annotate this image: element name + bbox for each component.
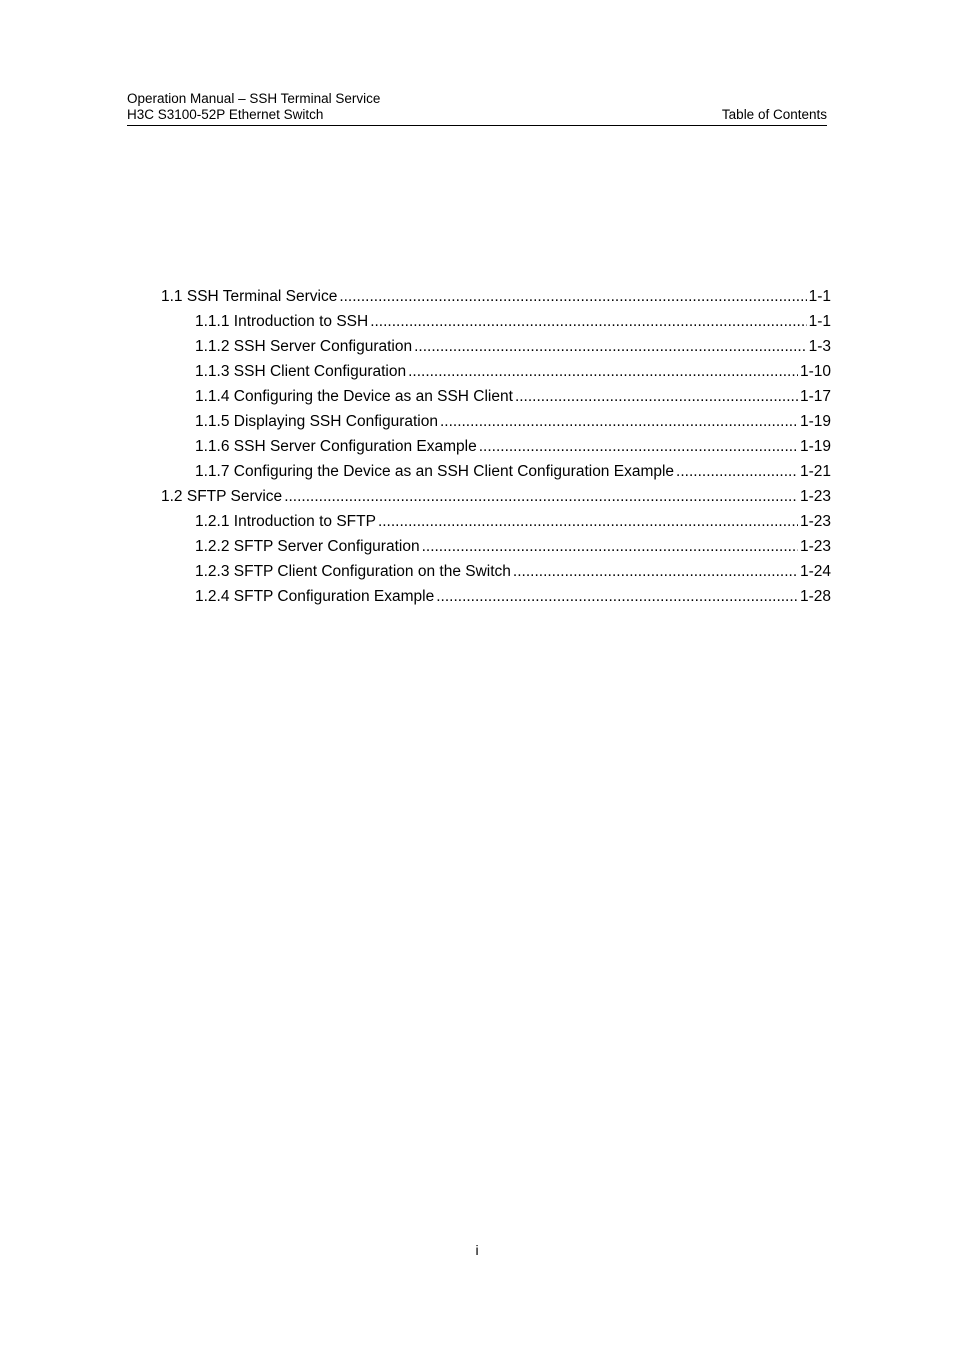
header-document-info [127, 91, 380, 123]
toc-dot-leader [370, 311, 806, 332]
toc-entry-title: 1.1 SSH Terminal Service [161, 288, 338, 305]
toc-entry-page: 1-1 [808, 313, 831, 330]
toc-entry-title: 1.1.6 SSH Server Configuration Example [195, 438, 477, 455]
toc-entry-page: 1-3 [808, 338, 831, 355]
header-product-name: H3C S3100-52P Ethernet Switch [127, 107, 324, 122]
toc-entry-title: 1.1.5 Displaying SSH Configuration [195, 413, 438, 430]
toc-entry-page: 1-19 [799, 438, 831, 455]
toc-entry-page: 1-17 [799, 388, 831, 405]
toc-entry-page: 1-19 [799, 413, 831, 430]
toc-dot-leader [378, 511, 798, 532]
toc-entry-page: 1-23 [799, 488, 831, 505]
header-section-name: Table of Contents [721, 107, 827, 122]
toc-entry[interactable] [161, 411, 831, 436]
toc-entry[interactable] [161, 461, 831, 486]
toc-dot-leader [436, 586, 798, 607]
toc-entry-title: 1.2 SFTP Service [161, 488, 283, 505]
toc-entry[interactable] [161, 336, 831, 361]
toc-entry-title: 1.1.3 SSH Client Configuration [195, 363, 407, 380]
toc-entry-title: 1.1.7 Configuring the Device as an SSH Client Configuration Example [195, 463, 675, 480]
toc-dot-leader [515, 386, 798, 407]
toc-entry[interactable] [161, 586, 831, 611]
page-header [127, 91, 827, 126]
toc-entry[interactable] [161, 386, 831, 411]
table-of-contents [161, 286, 831, 611]
toc-entry-page: 1-21 [799, 463, 831, 480]
toc-entry[interactable] [161, 511, 831, 536]
toc-entry-page: 1-24 [799, 563, 831, 580]
toc-dot-leader [513, 561, 798, 582]
toc-dot-leader [479, 436, 798, 457]
toc-entry[interactable] [161, 486, 831, 511]
toc-entry[interactable] [161, 436, 831, 461]
toc-dot-leader [676, 461, 798, 482]
toc-entry-page: 1-23 [799, 538, 831, 555]
toc-entry[interactable] [161, 561, 831, 586]
page-number: i [475, 1242, 479, 1258]
toc-entry-page: 1-10 [799, 363, 831, 380]
toc-entry[interactable] [161, 361, 831, 386]
toc-dot-leader [408, 361, 798, 382]
toc-dot-leader [414, 336, 806, 357]
header-manual-title: Operation Manual – SSH Terminal Service [127, 91, 381, 106]
toc-entry-title: 1.1.1 Introduction to SSH [195, 313, 369, 330]
toc-entry[interactable] [161, 286, 831, 311]
toc-dot-leader [284, 486, 798, 507]
toc-entry-title: 1.2.3 SFTP Client Configuration on the Switch [195, 563, 511, 580]
toc-entry-page: 1-28 [799, 588, 831, 605]
toc-entry-title: 1.2.1 Introduction to SFTP [195, 513, 376, 530]
toc-entry-title: 1.1.2 SSH Server Configuration [195, 338, 413, 355]
toc-entry[interactable] [161, 311, 831, 336]
toc-entry-title: 1.2.4 SFTP Configuration Example [195, 588, 435, 605]
toc-dot-leader [422, 536, 798, 557]
toc-entry-page: 1-23 [799, 513, 831, 530]
toc-entry-title: 1.1.4 Configuring the Device as an SSH Client [195, 388, 513, 405]
toc-entry-title: 1.2.2 SFTP Server Configuration [195, 538, 420, 555]
toc-dot-leader [440, 411, 798, 432]
toc-entry[interactable] [161, 536, 831, 561]
toc-entry-page: 1-1 [808, 288, 831, 305]
toc-dot-leader [339, 286, 806, 307]
